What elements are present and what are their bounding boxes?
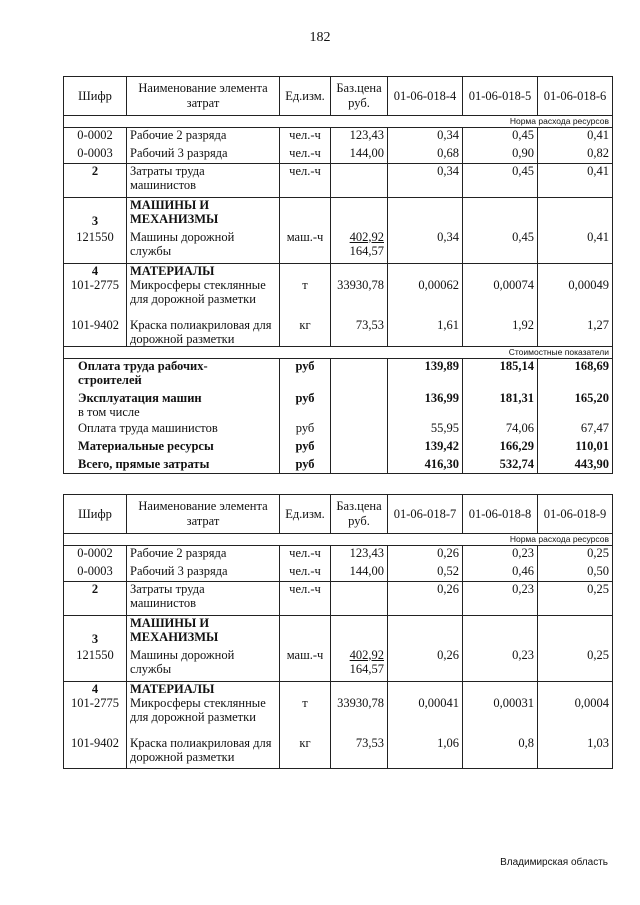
- row-price: 73,53: [331, 730, 388, 768]
- norm-label-row: [64, 534, 613, 546]
- row-name: [127, 278, 280, 312]
- row-name-line: Затраты труда: [130, 582, 205, 596]
- section-title: [127, 198, 280, 230]
- row-name: Рабочие 2 разряда: [127, 546, 280, 564]
- row-value: 0,45: [463, 128, 538, 146]
- empty-cell: [538, 198, 613, 230]
- section-code: 3: [64, 198, 127, 230]
- cost-value: 443,90: [538, 457, 613, 474]
- row-value: 0,23: [463, 546, 538, 564]
- row-unit: кг: [280, 730, 331, 768]
- empty-cell: [331, 391, 388, 421]
- section-code: 4: [64, 682, 127, 697]
- norm-label: Норма расхода ресурсов: [64, 116, 613, 128]
- row-price: [331, 648, 388, 682]
- row-value: 0,0004: [538, 696, 613, 730]
- section-title-line: МАШИНЫ И: [130, 198, 210, 212]
- page-number: 182: [309, 30, 331, 45]
- row-value: 0,00074: [463, 278, 538, 312]
- empty-cell: [538, 264, 613, 279]
- cost-value: 67,47: [538, 421, 613, 439]
- price-line: 402,92: [349, 229, 384, 244]
- empty-cell: [463, 616, 538, 648]
- header-price: Баз.цена руб.: [331, 495, 388, 534]
- row-name-line: Краска полиакриловая для: [130, 736, 272, 750]
- row-unit: чел.-ч: [280, 128, 331, 146]
- empty-cell: [538, 682, 613, 697]
- cost-label-row: [64, 347, 613, 359]
- row-price: [331, 582, 388, 616]
- cost-value: 181,31: [463, 391, 538, 421]
- cost-value: 110,01: [538, 439, 613, 457]
- cost-unit: руб: [280, 439, 331, 457]
- row-code: 101-2775: [64, 278, 127, 312]
- row-value: 0,23: [463, 648, 538, 682]
- row-price: 33930,78: [331, 278, 388, 312]
- row-name-line: Машины дорожной: [130, 647, 235, 662]
- price-line: 164,57: [349, 243, 384, 258]
- row-value: 0,26: [388, 546, 463, 564]
- row-value: 0,90: [463, 146, 538, 164]
- estimate-table-1: [63, 76, 613, 474]
- row-name-line: машинистов: [130, 596, 197, 610]
- table-row: [64, 128, 613, 146]
- cost-name-line: строителей: [78, 373, 142, 387]
- empty-cell: [331, 682, 388, 697]
- row-value: 0,26: [388, 648, 463, 682]
- row-value: 0,46: [463, 564, 538, 582]
- section-row: [64, 198, 613, 230]
- cost-value: 532,74: [463, 457, 538, 474]
- cost-name-line: в том числе: [78, 404, 140, 419]
- row-value: 0,34: [388, 128, 463, 146]
- empty-cell: [388, 616, 463, 648]
- row-code: 0-0002: [64, 546, 127, 564]
- empty-cell: [331, 264, 388, 279]
- row-unit: чел.-ч: [280, 146, 331, 164]
- row-code: 0-0002: [64, 128, 127, 146]
- cost-value: 139,89: [388, 359, 463, 391]
- row-value: 0,41: [538, 230, 613, 264]
- cost-value: 165,20: [538, 391, 613, 421]
- row-value: 0,34: [388, 230, 463, 264]
- header-unit: Ед.изм.: [280, 495, 331, 534]
- cost-row: [64, 391, 613, 421]
- footer-region: Владимирская область: [500, 857, 608, 868]
- empty-cell: [388, 198, 463, 230]
- header-code: Шифр: [64, 77, 127, 116]
- row-value: 0,68: [388, 146, 463, 164]
- section-title: МАТЕРИАЛЫ: [127, 264, 280, 279]
- row-price: 33930,78: [331, 696, 388, 730]
- row-value: 1,61: [388, 312, 463, 347]
- row-value: 0,41: [538, 164, 613, 198]
- row-value: 0,34: [388, 164, 463, 198]
- empty-cell: [463, 682, 538, 697]
- section-code: 4: [64, 264, 127, 279]
- cost-name: Материальные ресурсы: [64, 439, 280, 457]
- row-price: 144,00: [331, 564, 388, 582]
- table-row: [64, 730, 613, 768]
- row-name-line: машинистов: [130, 178, 197, 192]
- empty-cell: [331, 421, 388, 439]
- empty-cell: [538, 616, 613, 648]
- row-code: 101-9402: [64, 730, 127, 768]
- row-value: 0,00041: [388, 696, 463, 730]
- row-name: Рабочие 2 разряда: [127, 128, 280, 146]
- row-name-line: дорожной разметки: [130, 332, 235, 346]
- cost-value: 416,30: [388, 457, 463, 474]
- table-row: [64, 312, 613, 347]
- empty-cell: [280, 682, 331, 697]
- cost-name: Всего, прямые затраты: [64, 457, 280, 474]
- row-name: Рабочий 3 разряда: [127, 146, 280, 164]
- table-row: [64, 696, 613, 730]
- section-title-line: МЕХАНИЗМЫ: [130, 212, 219, 226]
- row-name: [127, 648, 280, 682]
- row-unit: чел.-ч: [280, 582, 331, 616]
- cost-value: 166,29: [463, 439, 538, 457]
- row-name-line: для дорожной разметки: [130, 292, 256, 306]
- header-name: Наименование элемента затрат: [127, 77, 280, 116]
- row-unit: маш.-ч: [280, 230, 331, 264]
- cost-label: Стоимостные показатели: [64, 347, 613, 359]
- row-value: 0,41: [538, 128, 613, 146]
- row-code: 0-0003: [64, 564, 127, 582]
- cost-name: [64, 391, 280, 421]
- row-unit: чел.-ч: [280, 546, 331, 564]
- row-unit: т: [280, 278, 331, 312]
- row-price: 123,43: [331, 128, 388, 146]
- norm-label-row: [64, 116, 613, 128]
- row-value: 0,23: [463, 582, 538, 616]
- row-name-line: дорожной разметки: [130, 750, 235, 764]
- estimate-table-2: [63, 494, 613, 769]
- empty-cell: [463, 198, 538, 230]
- price-line: 402,92: [349, 647, 384, 662]
- row-price: 144,00: [331, 146, 388, 164]
- cost-name-line: Эксплуатация машин: [78, 390, 202, 405]
- row-value: 0,26: [388, 582, 463, 616]
- row-code: 101-9402: [64, 312, 127, 347]
- row-value: 1,92: [463, 312, 538, 347]
- cost-row: [64, 421, 613, 439]
- table-row: [64, 278, 613, 312]
- section-row: [64, 616, 613, 648]
- cost-value: 168,69: [538, 359, 613, 391]
- empty-cell: [331, 457, 388, 474]
- cost-name-line: Оплата труда рабочих-: [78, 359, 208, 373]
- cost-unit: руб: [280, 421, 331, 439]
- section-code: 3: [64, 616, 127, 648]
- row-name-line: службы: [130, 243, 172, 258]
- cost-row: [64, 457, 613, 474]
- header-unit: Ед.изм.: [280, 77, 331, 116]
- section-title: МАТЕРИАЛЫ: [127, 682, 280, 697]
- empty-cell: [331, 616, 388, 648]
- table-row: [64, 230, 613, 264]
- row-value: 0,50: [538, 564, 613, 582]
- row-value: 1,06: [388, 730, 463, 768]
- row-value: 1,03: [538, 730, 613, 768]
- row-name: [127, 230, 280, 264]
- price-line: 164,57: [349, 661, 384, 676]
- row-code: 101-2775: [64, 696, 127, 730]
- cost-name: Оплата труда машинистов: [64, 421, 280, 439]
- header-col-1: 01-06-018-4: [388, 77, 463, 116]
- header-code: Шифр: [64, 495, 127, 534]
- row-name-line: службы: [130, 661, 172, 676]
- row-unit: маш.-ч: [280, 648, 331, 682]
- row-value: 0,52: [388, 564, 463, 582]
- row-name: [127, 312, 280, 347]
- empty-cell: [463, 264, 538, 279]
- row-name: [127, 696, 280, 730]
- row-unit: чел.-ч: [280, 164, 331, 198]
- row-price: [331, 164, 388, 198]
- header-col-2: 01-06-018-5: [463, 77, 538, 116]
- empty-cell: [280, 616, 331, 648]
- row-price: [331, 230, 388, 264]
- row-value: 0,25: [538, 648, 613, 682]
- row-code: 0-0003: [64, 146, 127, 164]
- table-row: [64, 648, 613, 682]
- cost-row: [64, 439, 613, 457]
- empty-cell: [280, 198, 331, 230]
- row-name-line: Микросферы стеклянные: [130, 696, 266, 710]
- row-unit: т: [280, 696, 331, 730]
- row-value: 0,00049: [538, 278, 613, 312]
- section-row: [64, 682, 613, 697]
- cost-row: [64, 359, 613, 391]
- row-value: 0,45: [463, 164, 538, 198]
- row-name: [127, 730, 280, 768]
- row-name: [127, 582, 280, 616]
- section-row: [64, 264, 613, 279]
- cost-value: 139,42: [388, 439, 463, 457]
- table-header-row: [64, 77, 613, 116]
- table-row: [64, 164, 613, 198]
- empty-cell: [331, 439, 388, 457]
- row-price: 123,43: [331, 546, 388, 564]
- cost-unit: руб: [280, 457, 331, 474]
- cost-value: 136,99: [388, 391, 463, 421]
- row-unit: чел.-ч: [280, 564, 331, 582]
- table-row: [64, 582, 613, 616]
- empty-cell: [331, 198, 388, 230]
- cost-name: [64, 359, 280, 391]
- empty-cell: [388, 682, 463, 697]
- row-code: 2: [64, 582, 127, 616]
- cost-value: 74,06: [463, 421, 538, 439]
- empty-cell: [280, 264, 331, 279]
- header-price: Баз.цена руб.: [331, 77, 388, 116]
- row-name: [127, 164, 280, 198]
- row-value: 0,45: [463, 230, 538, 264]
- section-title-line: МЕХАНИЗМЫ: [130, 630, 219, 644]
- header-col-3: 01-06-018-9: [538, 495, 613, 534]
- empty-cell: [388, 264, 463, 279]
- empty-cell: [331, 359, 388, 391]
- row-name-line: Машины дорожной: [130, 229, 235, 244]
- row-code: 121550: [64, 648, 127, 682]
- row-code: 2: [64, 164, 127, 198]
- section-title-line: МАШИНЫ И: [130, 616, 210, 630]
- header-col-3: 01-06-018-6: [538, 77, 613, 116]
- row-value: 0,25: [538, 582, 613, 616]
- row-value: 0,8: [463, 730, 538, 768]
- cost-value: 55,95: [388, 421, 463, 439]
- row-value: 0,25: [538, 546, 613, 564]
- norm-label: Норма расхода ресурсов: [64, 534, 613, 546]
- table-header-row: [64, 495, 613, 534]
- cost-unit: руб: [280, 391, 331, 421]
- row-name-line: Микросферы стеклянные: [130, 278, 266, 292]
- row-unit: кг: [280, 312, 331, 347]
- row-value: 0,00062: [388, 278, 463, 312]
- header-col-2: 01-06-018-8: [463, 495, 538, 534]
- row-name-line: для дорожной разметки: [130, 710, 256, 724]
- row-value: 0,82: [538, 146, 613, 164]
- row-name: Рабочий 3 разряда: [127, 564, 280, 582]
- cost-value: 185,14: [463, 359, 538, 391]
- row-name-line: Затраты труда: [130, 164, 205, 178]
- row-name-line: Краска полиакриловая для: [130, 318, 272, 332]
- table-row: [64, 546, 613, 564]
- row-price: 73,53: [331, 312, 388, 347]
- header-name: Наименование элемента затрат: [127, 495, 280, 534]
- header-col-1: 01-06-018-7: [388, 495, 463, 534]
- row-code: 121550: [64, 230, 127, 264]
- row-value: 1,27: [538, 312, 613, 347]
- table-row: [64, 564, 613, 582]
- row-value: 0,00031: [463, 696, 538, 730]
- cost-unit: руб: [280, 359, 331, 391]
- section-title: [127, 616, 280, 648]
- table-row: [64, 146, 613, 164]
